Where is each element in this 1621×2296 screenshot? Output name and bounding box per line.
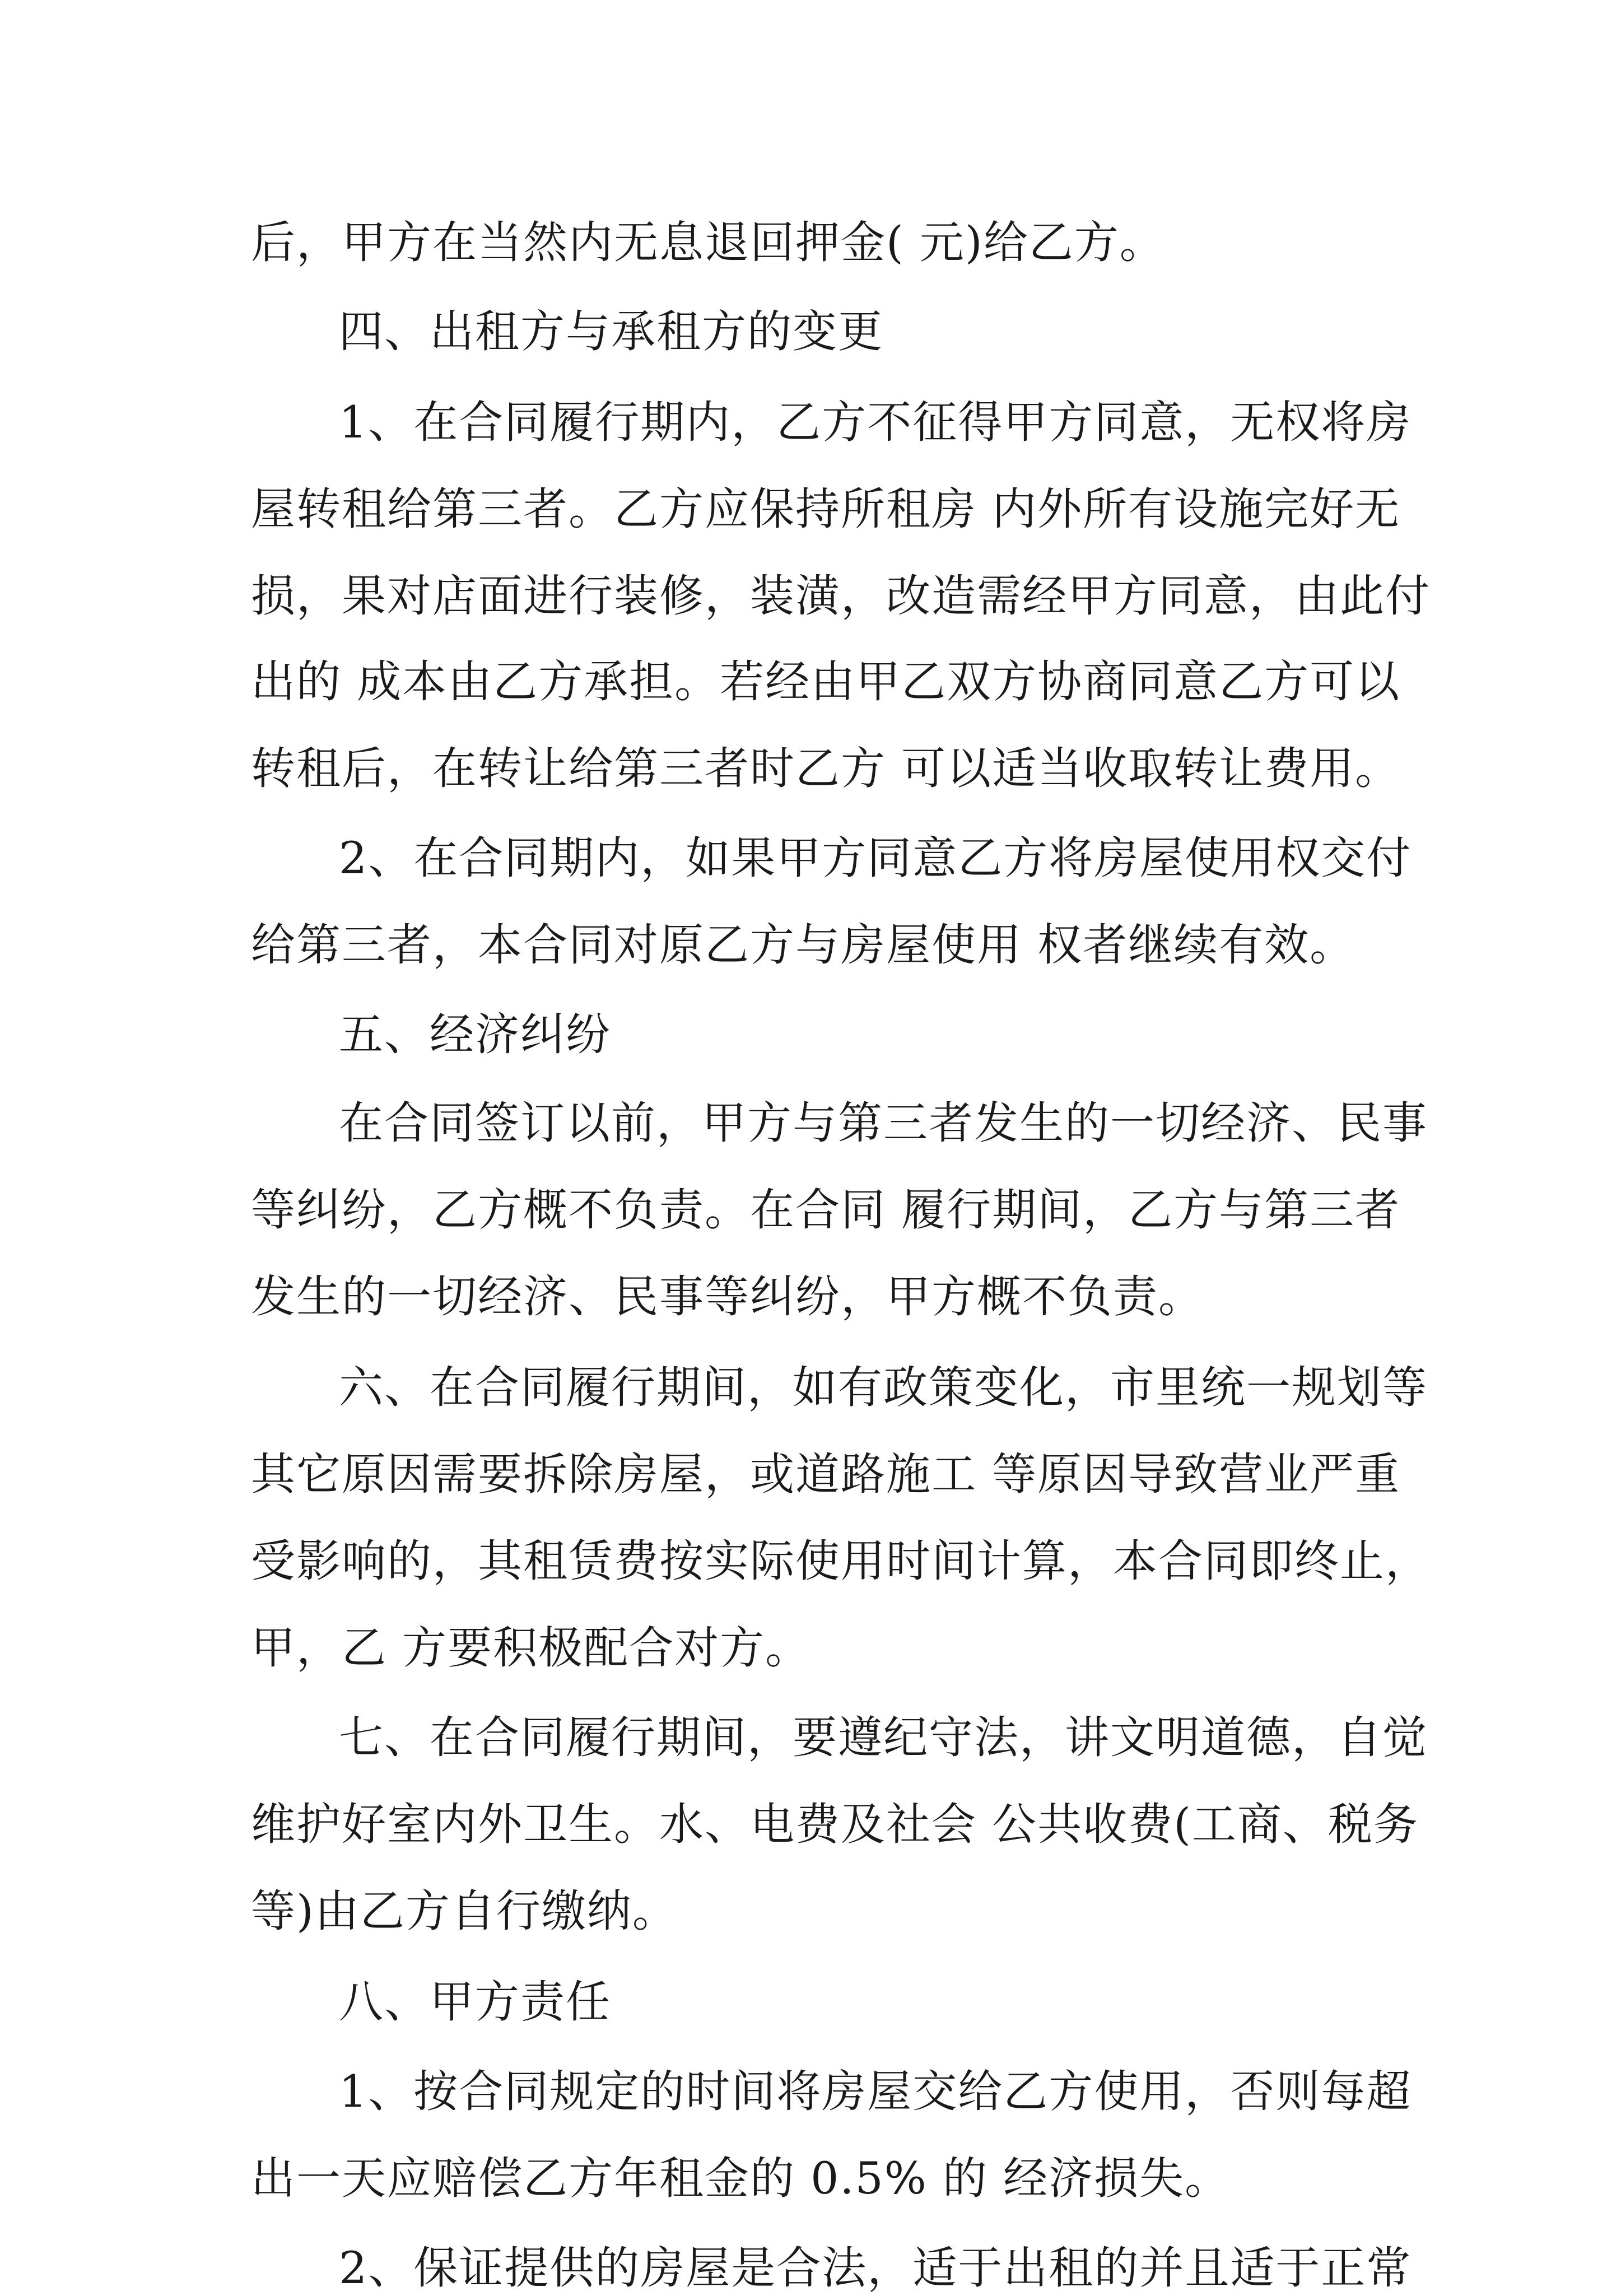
text-line: 受影响的，其租赁费按实际使用时间计算，本合同即终止， [251, 1535, 1431, 1587]
section-heading: 八、甲方责任 [339, 1976, 611, 2028]
text-line: 七、在合同履行期间，要遵纪守法，讲文明道德，自觉 [339, 1712, 1428, 1763]
text-line: 其它原因需要拆除房屋，或道路施工 等原因导致营业严重 [251, 1449, 1401, 1500]
text-line: 1、按合同规定的时间将房屋交给乙方使用，否则每超 [339, 2066, 1412, 2117]
text-line: 给第三者，本合同对原乙方与房屋使用 权者继续有效。 [251, 919, 1356, 971]
text-line: 等纠纷，乙方概不负责。在合同 履行期间，乙方与第三者 [251, 1184, 1401, 1236]
text-line: 屋转租给第三者。乙方应保持所租房 内外所有设施完好无 [251, 483, 1401, 535]
text-line: 维护好室内外卫生。水、电费及社会 公共收费(工商、税务 [251, 1799, 1419, 1850]
section-heading: 四、出租方与承租方的变更 [339, 306, 883, 357]
text-line: 出的 成本由乙方承担。若经由甲乙双方协商同意乙方可以 [251, 656, 1401, 707]
text-line: 甲，乙 方要积极配合对方。 [251, 1622, 811, 1674]
text-line: 六、在合同履行期间，如有政策变化，市里统一规划等 [339, 1362, 1428, 1413]
text-line: 1、在合同履行期内，乙方不征得甲方同意，无权将房 [339, 397, 1412, 448]
text-line: 在合同签订以前，甲方与第三者发生的一切经济、民事 [339, 1097, 1428, 1149]
text-line: 2、保证提供的房屋是合法，适于出租的并且适于正常 [339, 2242, 1412, 2294]
text-line: 等)由乙方自行缴纳。 [251, 1885, 678, 1937]
section-heading: 五、经济纠纷 [339, 1009, 611, 1060]
text-line: 2、在合同期内，如果甲方同意乙方将房屋使用权交付 [339, 832, 1412, 884]
text-line: 出一天应赔偿乙方年租金的 0.5% 的 经济损失。 [251, 2153, 1231, 2204]
text-line: 后，甲方在当然内无息退回押金( 元)给乙方。 [251, 217, 1165, 268]
text-line: 发生的一切经济、民事等纠纷，甲方概不负责。 [251, 1271, 1204, 1322]
text-line: 转租后，在转让给第三者时乙方 可以适当收取转让费用。 [251, 743, 1401, 794]
text-line: 损，果对店面进行装修，装潢，改造需经甲方同意，由此付 [251, 570, 1431, 622]
